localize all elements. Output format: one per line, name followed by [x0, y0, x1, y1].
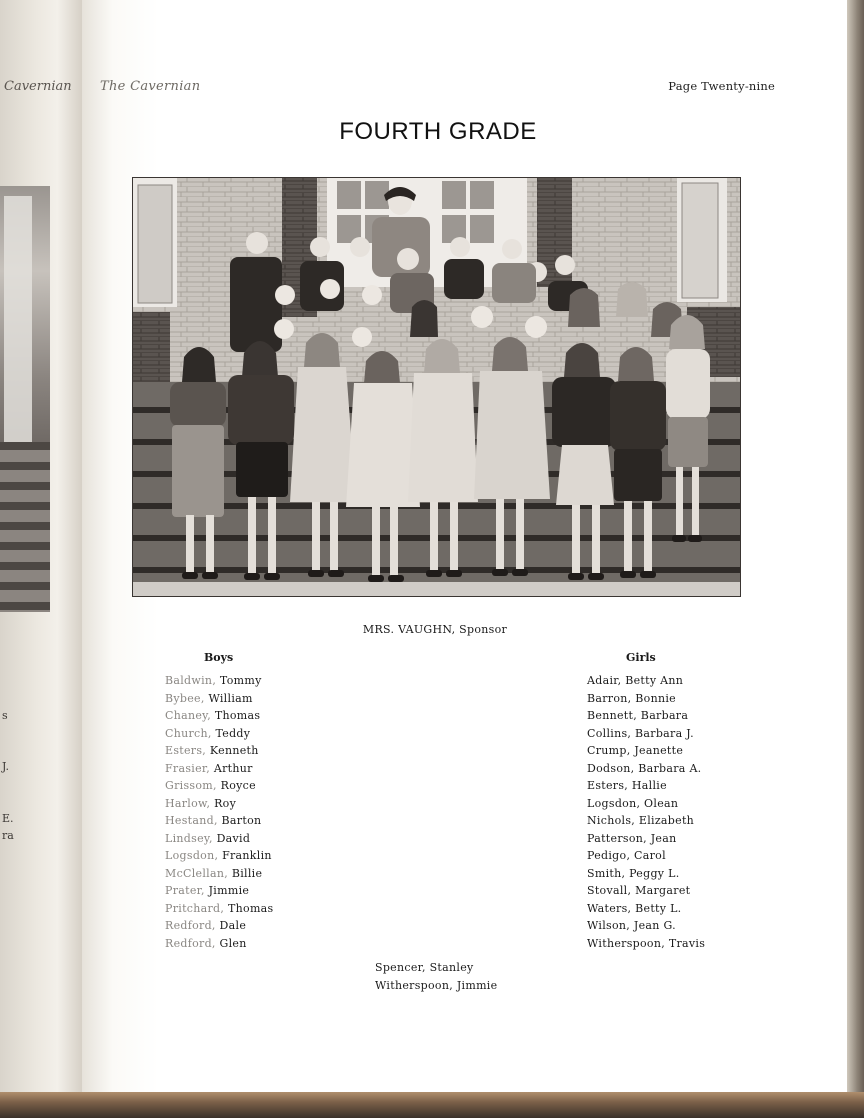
- list-item: Chaney, Thomas: [165, 709, 261, 722]
- sponsor-caption: MRS. VAUGHN, Sponsor: [362, 623, 508, 636]
- girls-list: [587, 672, 705, 952]
- list-item: Smith, Peggy L.: [587, 866, 680, 880]
- list-item: Witherspoon, Jimmie: [375, 978, 498, 992]
- list-item: Church, Teddy: [165, 726, 251, 740]
- list-item: Esters, Hallie: [587, 779, 667, 792]
- list-item: Bybee, William: [165, 691, 253, 705]
- previous-page-text-fragment: ra: [2, 829, 14, 842]
- list-item: Grissom, Royce: [165, 779, 256, 792]
- additional-boys-list: [375, 959, 497, 994]
- list-item: Barron, Bonnie: [587, 691, 676, 705]
- list-item: Patterson, Jean: [587, 831, 677, 845]
- previous-page-running-head: Cavernian: [4, 79, 72, 94]
- list-item: Waters, Betty L.: [587, 901, 682, 915]
- list-item: Harlow, Roy: [165, 796, 237, 810]
- list-item: Adair, Betty Ann: [587, 674, 684, 687]
- page-edge: [847, 0, 864, 1092]
- list-item: Redford, Glen: [165, 936, 247, 950]
- book-bottom-edge: [0, 1092, 864, 1118]
- running-head: The Cavernian: [100, 79, 201, 94]
- list-item: Wilson, Jean G.: [587, 919, 676, 932]
- girls-heading: Girls: [626, 651, 656, 664]
- class-photo: [132, 177, 741, 597]
- list-item: Collins, Barbara J.: [587, 726, 694, 740]
- list-item: Witherspoon, Travis: [587, 936, 706, 950]
- list-item: Crump, Jeanette: [587, 744, 684, 757]
- list-item: Logsdon, Olean: [587, 796, 679, 810]
- list-item: Spencer, Stanley: [375, 961, 474, 974]
- list-item: Pedigo, Carol: [587, 849, 666, 862]
- list-item: Frasier, Arthur: [165, 761, 253, 775]
- previous-page: [0, 0, 82, 1092]
- list-item: Prater, Jimmie: [165, 884, 250, 897]
- yearbook-page: [82, 0, 847, 1092]
- list-item: Bennett, Barbara: [587, 709, 689, 722]
- list-item: Stovall, Margaret: [587, 884, 691, 897]
- list-item: Baldwin, Tommy: [165, 674, 262, 687]
- boys-heading: Boys: [204, 651, 234, 664]
- previous-page-text-fragment: s: [2, 709, 8, 722]
- page-title: FOURTH GRADE: [339, 118, 537, 145]
- list-item: Hestand, Barton: [165, 814, 262, 827]
- previous-page-photo: [0, 186, 50, 612]
- previous-page-text-fragment: J.: [2, 760, 10, 773]
- list-item: Esters, Kenneth: [165, 744, 259, 757]
- boys-list: [165, 672, 273, 952]
- list-item: Pritchard, Thomas: [165, 901, 274, 915]
- previous-page-text-fragment: E.: [2, 812, 14, 825]
- list-item: Redford, Dale: [165, 919, 247, 932]
- page-number: Page Twenty-nine: [668, 79, 775, 93]
- list-item: Dodson, Barbara A.: [587, 761, 702, 775]
- list-item: Lindsey, David: [165, 831, 251, 845]
- class-photo-image: [132, 177, 741, 597]
- list-item: McClellan, Billie: [165, 866, 263, 880]
- list-item: Logsdon, Franklin: [165, 849, 272, 862]
- list-item: Nichols, Elizabeth: [587, 814, 695, 827]
